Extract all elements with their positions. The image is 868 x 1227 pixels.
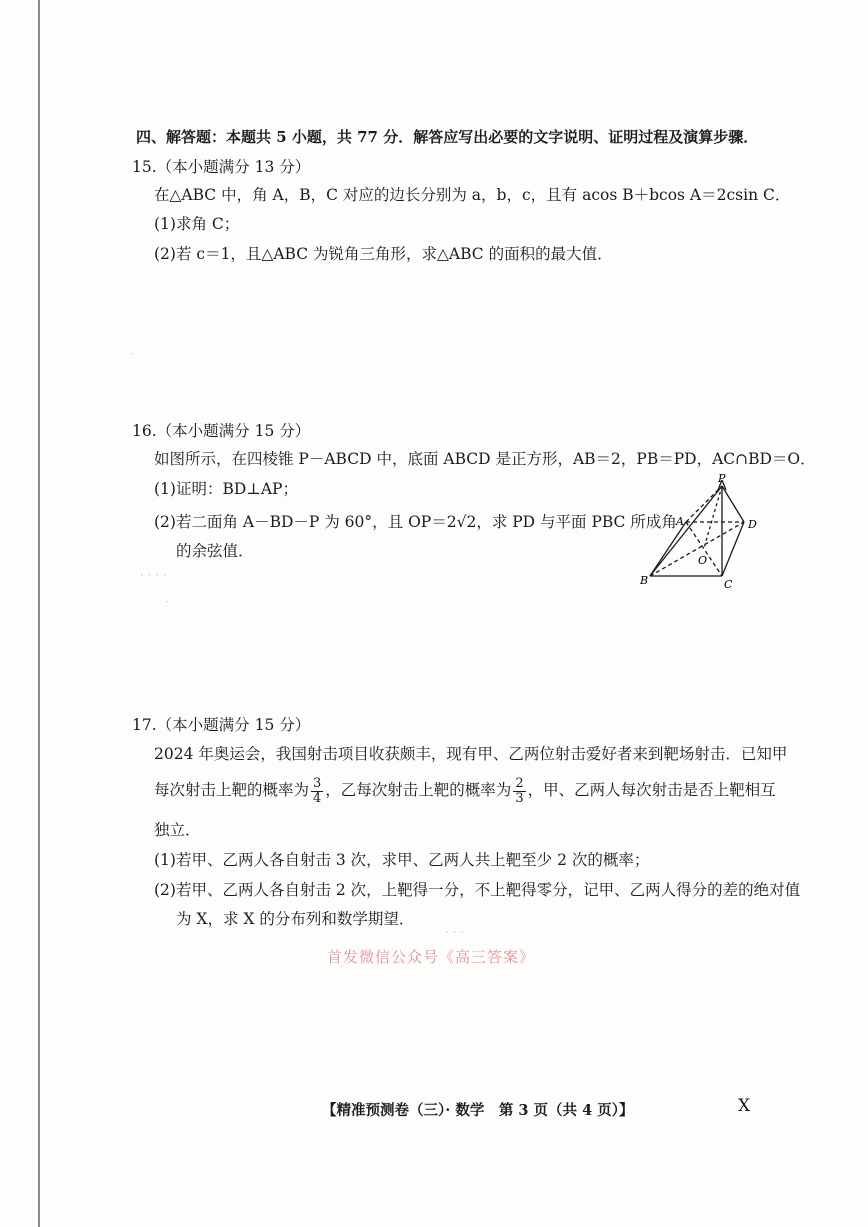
scan-smudge: · · · [445,925,465,939]
q15-label: 15.（本小题满分 13 分） [132,158,311,176]
fraction-three-quarters [311,777,323,806]
q16-label: 16.（本小题满分 15 分） [132,422,311,440]
label-D: D [748,518,757,531]
q16-part1: (1)证明：BD⊥AP； [154,480,298,498]
scan-smudge: · [130,347,134,361]
corner-mark: X [738,1096,751,1116]
watermark: 首发微信公众号《高三答案》 [327,948,536,966]
q17-part2-line1: (2)若甲、乙两人各自射击 2 次，上靶得一分，不上靶得零分，记甲、乙两人得分的差的绝对值 [154,881,801,899]
q15-stem: 在△ABC 中，角 A，B，C 对应的边长分别为 a，b，c，且有 acos B＋bcos A＝2csin C． [154,186,791,204]
q16-part2-line2: 的余弦值． [176,542,254,560]
q16-part2-line1: (2)若二面角 A－BD－P 为 60°，且 OP＝2√2，求 PD 与平面 PBC 所成角 [154,513,677,531]
margin-rule [38,0,40,1227]
fraction-denominator: 3 [515,790,524,806]
label-A: A [676,515,684,528]
q17-line2-a: 每次射击上靶的概率为 [154,781,310,799]
fraction-numerator: 2 [515,775,524,791]
q17-line1: 2024 年奥运会，我国射击项目收获颇丰，现有甲、乙两位射击爱好者来到靶场射击．已知甲 [154,745,788,763]
fraction-denominator: 4 [313,790,322,806]
label-O: O [698,554,708,567]
label-P: P [718,472,726,485]
q17-line2-b: ，乙每次射击上靶的概率为 [325,781,512,799]
fraction-two-thirds [513,777,525,806]
page-footer: 【精准预测卷（三）· 数学 第 3 页（共 4 页）】 [322,1102,634,1119]
scan-smudge: · [165,595,169,609]
section-header: 四、解答题：本题共 5 小题，共 77 分．解答应写出必要的文字说明、证明过程及演算步骤． [136,128,759,146]
scan-smudge: · · · · [140,568,167,582]
q15-part1: (1)求角 C； [154,215,240,233]
q17-line2 [154,773,776,807]
q17-part1: (1)若甲、乙两人各自射击 3 次，求甲、乙两人共上靶至少 2 次的概率； [154,851,650,869]
q17-line3: 独立． [154,821,201,839]
q17-label: 17.（本小题满分 15 分） [132,716,311,734]
q16-stem: 如图所示，在四棱锥 P－ABCD 中，底面 ABCD 是正方形，AB＝2，PB＝PD，AC∩BD＝O． [154,450,816,468]
fraction-numerator: 3 [313,775,322,791]
label-C: C [724,578,733,591]
label-B: B [640,574,649,587]
q15-part2: (2)若 c＝1，且△ABC 为锐角三角形，求△ABC 的面积的最大值． [154,245,613,263]
q17-part2-line2: 为 X，求 X 的分布列和数学期望． [176,910,415,928]
q17-line2-c: ，甲、乙两人每次射击是否上靶相互 [527,781,776,799]
pyramid-figure [640,470,780,595]
